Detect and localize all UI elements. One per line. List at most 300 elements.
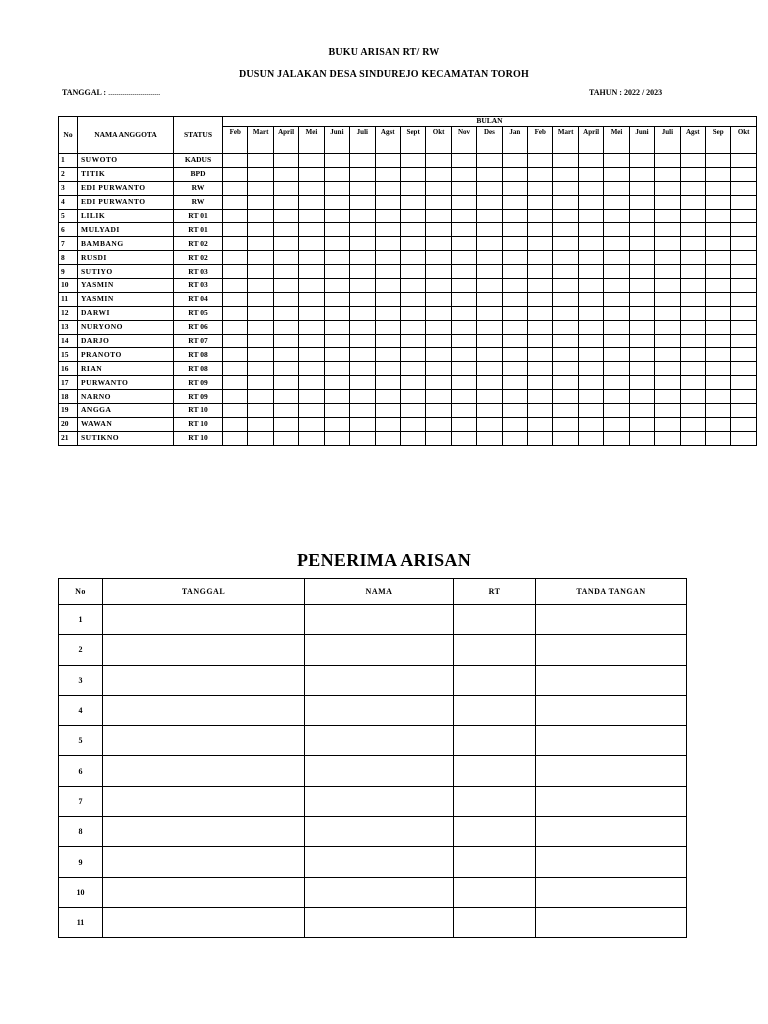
month-cell[interactable] <box>223 376 248 390</box>
month-cell[interactable] <box>223 167 248 181</box>
month-cell[interactable] <box>273 404 298 418</box>
month-cell[interactable] <box>655 417 680 431</box>
month-cell[interactable] <box>578 376 603 390</box>
month-cell[interactable] <box>400 251 425 265</box>
tanggal-cell[interactable] <box>103 786 305 816</box>
month-cell[interactable] <box>299 167 324 181</box>
month-cell[interactable] <box>477 181 502 195</box>
nama-cell[interactable] <box>305 665 454 695</box>
month-cell[interactable] <box>426 167 451 181</box>
month-cell[interactable] <box>706 404 731 418</box>
month-cell[interactable] <box>604 404 629 418</box>
month-cell[interactable] <box>248 306 273 320</box>
rt-cell[interactable] <box>454 635 536 665</box>
month-cell[interactable] <box>400 404 425 418</box>
month-cell[interactable] <box>502 195 527 209</box>
month-cell[interactable] <box>223 223 248 237</box>
month-cell[interactable] <box>223 279 248 293</box>
month-cell[interactable] <box>324 251 349 265</box>
month-cell[interactable] <box>655 167 680 181</box>
month-cell[interactable] <box>324 404 349 418</box>
month-cell[interactable] <box>706 390 731 404</box>
month-cell[interactable] <box>553 390 578 404</box>
month-cell[interactable] <box>273 306 298 320</box>
month-cell[interactable] <box>706 279 731 293</box>
month-cell[interactable] <box>731 404 756 418</box>
month-cell[interactable] <box>680 209 705 223</box>
month-cell[interactable] <box>655 209 680 223</box>
month-cell[interactable] <box>350 376 375 390</box>
nama-cell[interactable] <box>305 786 454 816</box>
month-cell[interactable] <box>248 181 273 195</box>
month-cell[interactable] <box>451 209 476 223</box>
rt-cell[interactable] <box>454 726 536 756</box>
month-cell[interactable] <box>477 279 502 293</box>
month-cell[interactable] <box>324 181 349 195</box>
month-cell[interactable] <box>680 334 705 348</box>
month-cell[interactable] <box>528 334 553 348</box>
month-cell[interactable] <box>375 292 400 306</box>
rt-cell[interactable] <box>454 817 536 847</box>
month-cell[interactable] <box>553 431 578 445</box>
month-cell[interactable] <box>299 376 324 390</box>
month-cell[interactable] <box>350 181 375 195</box>
month-cell[interactable] <box>528 265 553 279</box>
month-cell[interactable] <box>680 167 705 181</box>
month-cell[interactable] <box>426 362 451 376</box>
month-cell[interactable] <box>706 223 731 237</box>
month-cell[interactable] <box>680 279 705 293</box>
month-cell[interactable] <box>375 306 400 320</box>
month-cell[interactable] <box>502 265 527 279</box>
month-cell[interactable] <box>528 154 553 168</box>
month-cell[interactable] <box>299 237 324 251</box>
month-cell[interactable] <box>400 390 425 404</box>
month-cell[interactable] <box>400 223 425 237</box>
month-cell[interactable] <box>299 292 324 306</box>
month-cell[interactable] <box>400 376 425 390</box>
month-cell[interactable] <box>502 292 527 306</box>
month-cell[interactable] <box>502 417 527 431</box>
month-cell[interactable] <box>451 404 476 418</box>
rt-cell[interactable] <box>454 665 536 695</box>
month-cell[interactable] <box>299 306 324 320</box>
tanggal-cell[interactable] <box>103 695 305 725</box>
month-cell[interactable] <box>655 348 680 362</box>
month-cell[interactable] <box>731 209 756 223</box>
month-cell[interactable] <box>375 265 400 279</box>
month-cell[interactable] <box>299 404 324 418</box>
month-cell[interactable] <box>426 390 451 404</box>
month-cell[interactable] <box>223 154 248 168</box>
month-cell[interactable] <box>629 404 654 418</box>
month-cell[interactable] <box>273 251 298 265</box>
tanda-tangan-cell[interactable] <box>536 847 687 877</box>
month-cell[interactable] <box>426 320 451 334</box>
month-cell[interactable] <box>680 223 705 237</box>
month-cell[interactable] <box>731 195 756 209</box>
month-cell[interactable] <box>655 390 680 404</box>
month-cell[interactable] <box>502 154 527 168</box>
month-cell[interactable] <box>426 348 451 362</box>
rt-cell[interactable] <box>454 847 536 877</box>
tanda-tangan-cell[interactable] <box>536 786 687 816</box>
month-cell[interactable] <box>477 404 502 418</box>
month-cell[interactable] <box>477 376 502 390</box>
month-cell[interactable] <box>223 265 248 279</box>
month-cell[interactable] <box>299 417 324 431</box>
month-cell[interactable] <box>477 320 502 334</box>
month-cell[interactable] <box>375 320 400 334</box>
month-cell[interactable] <box>553 334 578 348</box>
month-cell[interactable] <box>629 237 654 251</box>
month-cell[interactable] <box>578 320 603 334</box>
month-cell[interactable] <box>248 348 273 362</box>
month-cell[interactable] <box>553 292 578 306</box>
month-cell[interactable] <box>502 237 527 251</box>
month-cell[interactable] <box>528 209 553 223</box>
month-cell[interactable] <box>706 181 731 195</box>
month-cell[interactable] <box>502 320 527 334</box>
month-cell[interactable] <box>528 237 553 251</box>
month-cell[interactable] <box>375 223 400 237</box>
month-cell[interactable] <box>350 292 375 306</box>
month-cell[interactable] <box>680 306 705 320</box>
month-cell[interactable] <box>375 209 400 223</box>
month-cell[interactable] <box>706 320 731 334</box>
month-cell[interactable] <box>451 390 476 404</box>
month-cell[interactable] <box>477 251 502 265</box>
month-cell[interactable] <box>451 279 476 293</box>
month-cell[interactable] <box>426 376 451 390</box>
month-cell[interactable] <box>706 362 731 376</box>
month-cell[interactable] <box>299 348 324 362</box>
month-cell[interactable] <box>223 417 248 431</box>
month-cell[interactable] <box>477 195 502 209</box>
month-cell[interactable] <box>426 209 451 223</box>
month-cell[interactable] <box>477 154 502 168</box>
month-cell[interactable] <box>451 348 476 362</box>
month-cell[interactable] <box>350 251 375 265</box>
month-cell[interactable] <box>528 306 553 320</box>
month-cell[interactable] <box>400 362 425 376</box>
month-cell[interactable] <box>299 265 324 279</box>
month-cell[interactable] <box>248 195 273 209</box>
month-cell[interactable] <box>528 292 553 306</box>
month-cell[interactable] <box>502 223 527 237</box>
month-cell[interactable] <box>578 362 603 376</box>
month-cell[interactable] <box>350 154 375 168</box>
month-cell[interactable] <box>375 251 400 265</box>
month-cell[interactable] <box>706 251 731 265</box>
month-cell[interactable] <box>604 306 629 320</box>
month-cell[interactable] <box>629 362 654 376</box>
month-cell[interactable] <box>553 154 578 168</box>
month-cell[interactable] <box>273 431 298 445</box>
month-cell[interactable] <box>248 237 273 251</box>
month-cell[interactable] <box>604 390 629 404</box>
month-cell[interactable] <box>451 320 476 334</box>
month-cell[interactable] <box>426 279 451 293</box>
month-cell[interactable] <box>451 431 476 445</box>
month-cell[interactable] <box>451 195 476 209</box>
month-cell[interactable] <box>426 181 451 195</box>
month-cell[interactable] <box>655 292 680 306</box>
nama-cell[interactable] <box>305 695 454 725</box>
month-cell[interactable] <box>655 265 680 279</box>
month-cell[interactable] <box>223 181 248 195</box>
month-cell[interactable] <box>604 154 629 168</box>
month-cell[interactable] <box>578 181 603 195</box>
month-cell[interactable] <box>273 320 298 334</box>
month-cell[interactable] <box>680 348 705 362</box>
month-cell[interactable] <box>477 306 502 320</box>
month-cell[interactable] <box>655 279 680 293</box>
month-cell[interactable] <box>248 431 273 445</box>
month-cell[interactable] <box>248 362 273 376</box>
month-cell[interactable] <box>578 348 603 362</box>
month-cell[interactable] <box>578 167 603 181</box>
month-cell[interactable] <box>706 431 731 445</box>
month-cell[interactable] <box>299 181 324 195</box>
month-cell[interactable] <box>553 320 578 334</box>
month-cell[interactable] <box>528 348 553 362</box>
month-cell[interactable] <box>553 209 578 223</box>
month-cell[interactable] <box>731 417 756 431</box>
month-cell[interactable] <box>731 181 756 195</box>
nama-cell[interactable] <box>305 726 454 756</box>
month-cell[interactable] <box>248 334 273 348</box>
month-cell[interactable] <box>375 154 400 168</box>
month-cell[interactable] <box>375 279 400 293</box>
month-cell[interactable] <box>680 154 705 168</box>
month-cell[interactable] <box>731 348 756 362</box>
month-cell[interactable] <box>655 431 680 445</box>
tanggal-cell[interactable] <box>103 817 305 847</box>
month-cell[interactable] <box>731 362 756 376</box>
month-cell[interactable] <box>273 265 298 279</box>
month-cell[interactable] <box>350 417 375 431</box>
month-cell[interactable] <box>273 167 298 181</box>
month-cell[interactable] <box>528 223 553 237</box>
month-cell[interactable] <box>426 292 451 306</box>
month-cell[interactable] <box>578 390 603 404</box>
month-cell[interactable] <box>350 306 375 320</box>
month-cell[interactable] <box>604 417 629 431</box>
tanggal-cell[interactable] <box>103 907 305 937</box>
month-cell[interactable] <box>680 265 705 279</box>
month-cell[interactable] <box>553 362 578 376</box>
tanda-tangan-cell[interactable] <box>536 817 687 847</box>
month-cell[interactable] <box>502 404 527 418</box>
month-cell[interactable] <box>426 251 451 265</box>
month-cell[interactable] <box>706 292 731 306</box>
month-cell[interactable] <box>655 404 680 418</box>
month-cell[interactable] <box>426 265 451 279</box>
month-cell[interactable] <box>223 334 248 348</box>
month-cell[interactable] <box>324 320 349 334</box>
month-cell[interactable] <box>629 265 654 279</box>
month-cell[interactable] <box>731 223 756 237</box>
month-cell[interactable] <box>400 181 425 195</box>
month-cell[interactable] <box>528 362 553 376</box>
month-cell[interactable] <box>273 195 298 209</box>
month-cell[interactable] <box>426 154 451 168</box>
month-cell[interactable] <box>400 417 425 431</box>
month-cell[interactable] <box>350 195 375 209</box>
month-cell[interactable] <box>629 292 654 306</box>
month-cell[interactable] <box>223 404 248 418</box>
nama-cell[interactable] <box>305 635 454 665</box>
month-cell[interactable] <box>426 404 451 418</box>
month-cell[interactable] <box>604 223 629 237</box>
month-cell[interactable] <box>273 154 298 168</box>
month-cell[interactable] <box>528 376 553 390</box>
month-cell[interactable] <box>477 334 502 348</box>
month-cell[interactable] <box>375 181 400 195</box>
month-cell[interactable] <box>578 265 603 279</box>
month-cell[interactable] <box>528 417 553 431</box>
month-cell[interactable] <box>223 390 248 404</box>
month-cell[interactable] <box>553 181 578 195</box>
tanda-tangan-cell[interactable] <box>536 907 687 937</box>
month-cell[interactable] <box>400 265 425 279</box>
month-cell[interactable] <box>223 195 248 209</box>
nama-cell[interactable] <box>305 877 454 907</box>
month-cell[interactable] <box>502 431 527 445</box>
month-cell[interactable] <box>350 209 375 223</box>
month-cell[interactable] <box>324 362 349 376</box>
month-cell[interactable] <box>451 292 476 306</box>
month-cell[interactable] <box>731 334 756 348</box>
month-cell[interactable] <box>629 209 654 223</box>
month-cell[interactable] <box>604 167 629 181</box>
month-cell[interactable] <box>299 390 324 404</box>
month-cell[interactable] <box>655 376 680 390</box>
month-cell[interactable] <box>706 376 731 390</box>
rt-cell[interactable] <box>454 877 536 907</box>
month-cell[interactable] <box>502 390 527 404</box>
month-cell[interactable] <box>578 404 603 418</box>
month-cell[interactable] <box>477 390 502 404</box>
month-cell[interactable] <box>502 167 527 181</box>
month-cell[interactable] <box>248 390 273 404</box>
month-cell[interactable] <box>655 334 680 348</box>
rt-cell[interactable] <box>454 695 536 725</box>
month-cell[interactable] <box>553 417 578 431</box>
month-cell[interactable] <box>400 348 425 362</box>
tanda-tangan-cell[interactable] <box>536 665 687 695</box>
month-cell[interactable] <box>273 209 298 223</box>
month-cell[interactable] <box>350 348 375 362</box>
month-cell[interactable] <box>629 390 654 404</box>
month-cell[interactable] <box>273 417 298 431</box>
month-cell[interactable] <box>655 181 680 195</box>
month-cell[interactable] <box>400 237 425 251</box>
month-cell[interactable] <box>604 320 629 334</box>
month-cell[interactable] <box>655 195 680 209</box>
month-cell[interactable] <box>451 376 476 390</box>
month-cell[interactable] <box>528 431 553 445</box>
month-cell[interactable] <box>324 390 349 404</box>
month-cell[interactable] <box>629 181 654 195</box>
month-cell[interactable] <box>350 404 375 418</box>
month-cell[interactable] <box>553 376 578 390</box>
month-cell[interactable] <box>375 237 400 251</box>
month-cell[interactable] <box>731 390 756 404</box>
month-cell[interactable] <box>451 251 476 265</box>
month-cell[interactable] <box>350 167 375 181</box>
month-cell[interactable] <box>629 431 654 445</box>
month-cell[interactable] <box>324 154 349 168</box>
month-cell[interactable] <box>502 251 527 265</box>
month-cell[interactable] <box>350 279 375 293</box>
month-cell[interactable] <box>324 265 349 279</box>
month-cell[interactable] <box>223 251 248 265</box>
month-cell[interactable] <box>248 251 273 265</box>
month-cell[interactable] <box>273 348 298 362</box>
month-cell[interactable] <box>451 334 476 348</box>
tanda-tangan-cell[interactable] <box>536 756 687 786</box>
tanggal-cell[interactable] <box>103 756 305 786</box>
month-cell[interactable] <box>629 195 654 209</box>
month-cell[interactable] <box>375 404 400 418</box>
month-cell[interactable] <box>502 181 527 195</box>
month-cell[interactable] <box>604 181 629 195</box>
month-cell[interactable] <box>375 362 400 376</box>
month-cell[interactable] <box>655 223 680 237</box>
tanda-tangan-cell[interactable] <box>536 605 687 635</box>
month-cell[interactable] <box>350 320 375 334</box>
month-cell[interactable] <box>324 417 349 431</box>
month-cell[interactable] <box>731 154 756 168</box>
month-cell[interactable] <box>553 223 578 237</box>
month-cell[interactable] <box>223 306 248 320</box>
month-cell[interactable] <box>400 431 425 445</box>
month-cell[interactable] <box>578 195 603 209</box>
month-cell[interactable] <box>477 348 502 362</box>
month-cell[interactable] <box>578 237 603 251</box>
month-cell[interactable] <box>706 334 731 348</box>
month-cell[interactable] <box>451 417 476 431</box>
month-cell[interactable] <box>451 306 476 320</box>
month-cell[interactable] <box>400 195 425 209</box>
month-cell[interactable] <box>223 320 248 334</box>
month-cell[interactable] <box>248 292 273 306</box>
month-cell[interactable] <box>324 237 349 251</box>
month-cell[interactable] <box>655 306 680 320</box>
month-cell[interactable] <box>324 223 349 237</box>
month-cell[interactable] <box>629 306 654 320</box>
month-cell[interactable] <box>655 154 680 168</box>
month-cell[interactable] <box>502 279 527 293</box>
month-cell[interactable] <box>502 362 527 376</box>
month-cell[interactable] <box>273 223 298 237</box>
rt-cell[interactable] <box>454 756 536 786</box>
month-cell[interactable] <box>731 376 756 390</box>
month-cell[interactable] <box>680 251 705 265</box>
month-cell[interactable] <box>604 362 629 376</box>
month-cell[interactable] <box>248 223 273 237</box>
month-cell[interactable] <box>604 292 629 306</box>
tanggal-cell[interactable] <box>103 726 305 756</box>
month-cell[interactable] <box>299 195 324 209</box>
month-cell[interactable] <box>273 376 298 390</box>
month-cell[interactable] <box>731 167 756 181</box>
month-cell[interactable] <box>426 431 451 445</box>
month-cell[interactable] <box>528 167 553 181</box>
month-cell[interactable] <box>248 209 273 223</box>
